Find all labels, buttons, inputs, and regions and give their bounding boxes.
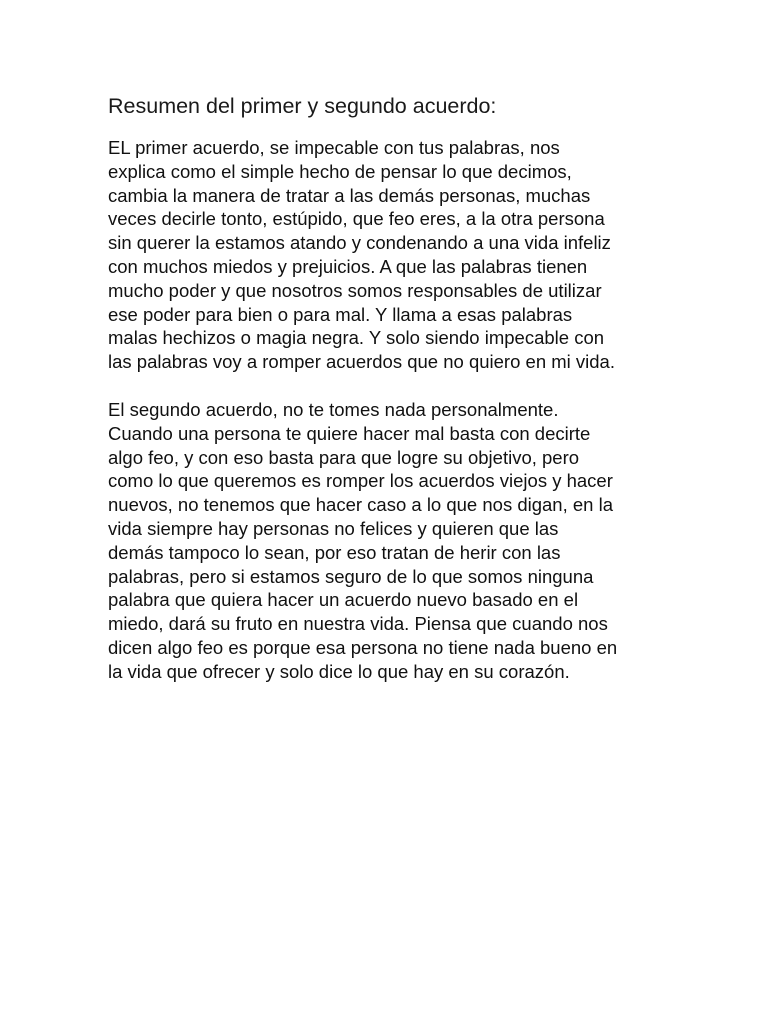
text-line: Cuando una persona te quiere hacer mal basta con decirte <box>108 422 591 444</box>
text-line: demás tampoco lo sean, por eso tratan de herir con las <box>108 541 561 563</box>
text-line: las palabras voy a romper acuerdos que no quiero en mi vida. <box>108 351 615 373</box>
text-line: como lo que queremos es romper los acuerdos viejos y hacer <box>108 470 613 492</box>
text-line: veces decirle tonto, estúpido, que feo eres, a la otra persona <box>108 208 605 230</box>
paragraph-second-agreement <box>108 398 668 684</box>
text-line: mucho poder y que nosotros somos responsables de utilizar <box>108 279 602 301</box>
text-line: la vida que ofrecer y solo dice lo que hay en su corazón. <box>108 660 570 682</box>
text-line: EL primer acuerdo, se impecable con tus palabras, nos <box>108 137 560 158</box>
text-line: dicen algo feo es porque esa persona no tiene nada bueno en <box>108 636 618 658</box>
text-line: El segundo acuerdo, no te tomes nada personalmente. <box>108 398 559 420</box>
text-line: ese poder para bien o para mal. Y llama a esas palabras <box>108 303 573 325</box>
text-line: malas hechizos o magia negra. Y solo siendo impecable con <box>108 327 605 349</box>
text-line: miedo, dará su fruto en nuestra vida. Piensa que cuando nos <box>108 613 608 635</box>
text-line: palabra que quiera hacer un acuerdo nuevo basado en el <box>108 589 579 611</box>
paragraph-spacer <box>108 374 668 398</box>
text-line: nuevos, no tenemos que hacer caso a lo que nos digan, en la <box>108 494 613 516</box>
document-body <box>108 92 668 684</box>
text-line: con muchos miedos y prejuicios. A que las palabras tienen <box>108 255 588 277</box>
text-line: algo feo, y con eso basta para que logre su objetivo, pero <box>108 446 580 468</box>
text-line: palabras, pero si estamos seguro de lo que somos ninguna <box>108 565 594 587</box>
text-line: sin querer la estamos atando y condenando a una vida infeliz <box>108 232 611 254</box>
document-title: Resumen del primer y segundo acuerdo: <box>108 94 497 118</box>
text-line: cambia la manera de tratar a las demás personas, muchas <box>108 184 591 206</box>
paragraph-first-agreement <box>108 136 668 374</box>
text-line: vida siempre hay personas no felices y quieren que las <box>108 517 559 539</box>
text-line: explica como el simple hecho de pensar lo que decimos, <box>108 160 572 182</box>
